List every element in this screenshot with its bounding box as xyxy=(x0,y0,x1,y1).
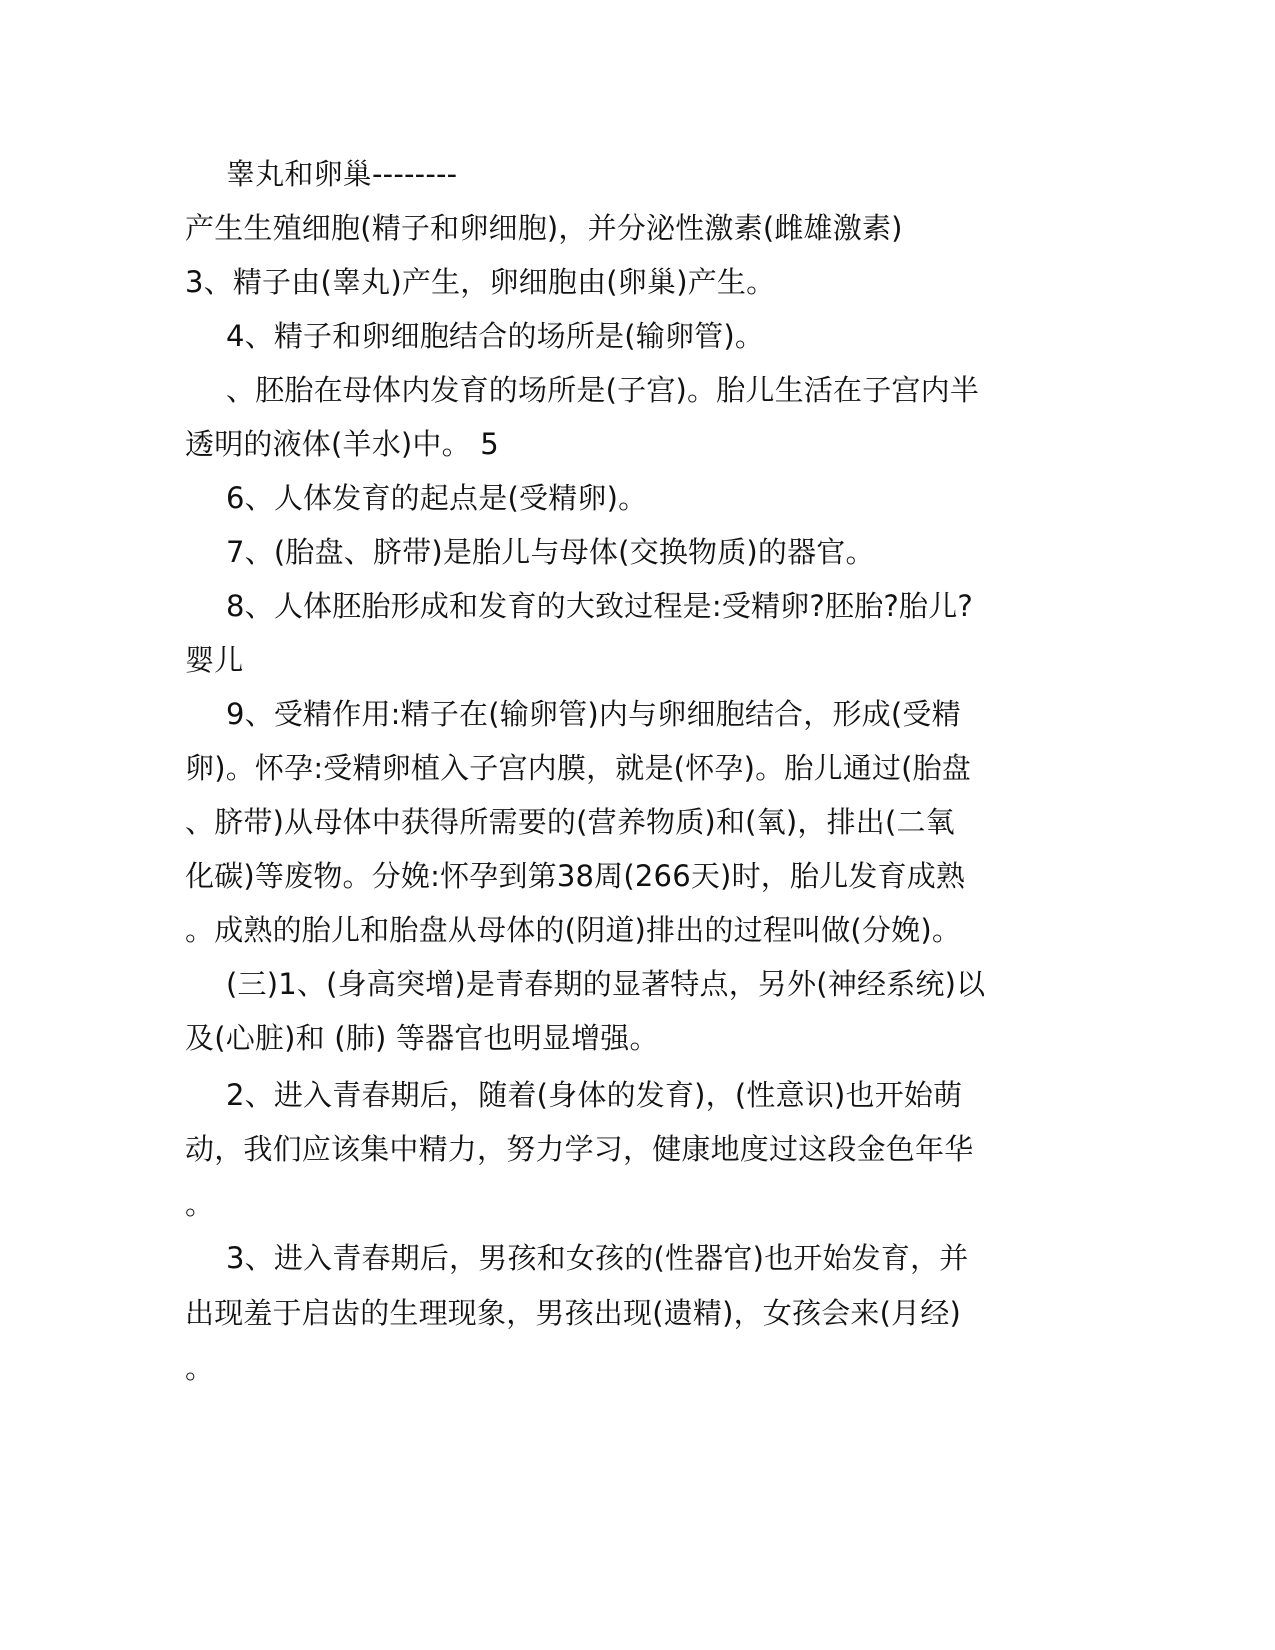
text-line-10: 婴儿 xyxy=(185,643,244,677)
text-line-14: 化碳)等废物。分娩:怀孕到第38周(266天)时，胎儿发育成熟 xyxy=(185,859,966,893)
text-line-4: 4、精子和卵细胞结合的场所是(输卵管)。 xyxy=(226,319,765,353)
text-line-19: 动，我们应该集中精力，努力学习，健康地度过这段金色年华 xyxy=(185,1132,974,1166)
text-line-23: 。 xyxy=(185,1351,215,1385)
text-line-15: 。成熟的胎儿和胎盘从母体的(阴道)排出的过程叫做(分娩)。 xyxy=(185,913,962,947)
text-line-1: 睾丸和卵巢-------- xyxy=(226,157,458,191)
text-line-17: 及(心脏)和 (肺) 等器官也明显增强。 xyxy=(185,1021,659,1055)
text-line-22: 出现羞于启齿的生理现象，男孩出现(遗精)，女孩会来(月经) xyxy=(185,1296,962,1330)
text-line-16: (三)1、(身高突增)是青春期的显著特点，另外(神经系统)以 xyxy=(226,967,986,1001)
text-line-20: 。 xyxy=(185,1187,215,1221)
text-line-12: 卵)。怀孕:受精卵植入子宫内膜，就是(怀孕)。胎儿通过(胎盘 xyxy=(185,751,972,785)
text-line-9: 8、人体胚胎形成和发育的大致过程是:受精卵?胚胎?胎儿? xyxy=(226,589,973,623)
text-line-6: 透明的液体(羊水)中。 5 xyxy=(185,427,499,461)
text-line-8: 7、(胎盘、脐带)是胎儿与母体(交换物质)的器官。 xyxy=(226,535,875,569)
text-line-7: 6、人体发育的起点是(受精卵)。 xyxy=(226,481,648,515)
text-line-21: 3、进入青春期后，男孩和女孩的(性器官)也开始发育，并 xyxy=(226,1241,969,1275)
text-line-13: 、脐带)从母体中获得所需要的(营养物质)和(氧)，排出(二氧 xyxy=(185,805,955,839)
text-line-3: 3、精子由(睾丸)产生，卵细胞由(卵巢)产生。 xyxy=(185,265,776,299)
text-line-18: 2、进入青春期后，随着(身体的发育)，(性意识)也开始萌 xyxy=(226,1078,963,1112)
text-line-11: 9、受精作用:精子在(输卵管)内与卵细胞结合，形成(受精 xyxy=(226,697,961,731)
text-line-5: 、胚胎在母体内发育的场所是(子宫)。胎儿生活在子宫内半 xyxy=(226,373,980,407)
text-line-2: 产生生殖细胞(精子和卵细胞)，并分泌性激素(雌雄激素) xyxy=(185,211,903,245)
